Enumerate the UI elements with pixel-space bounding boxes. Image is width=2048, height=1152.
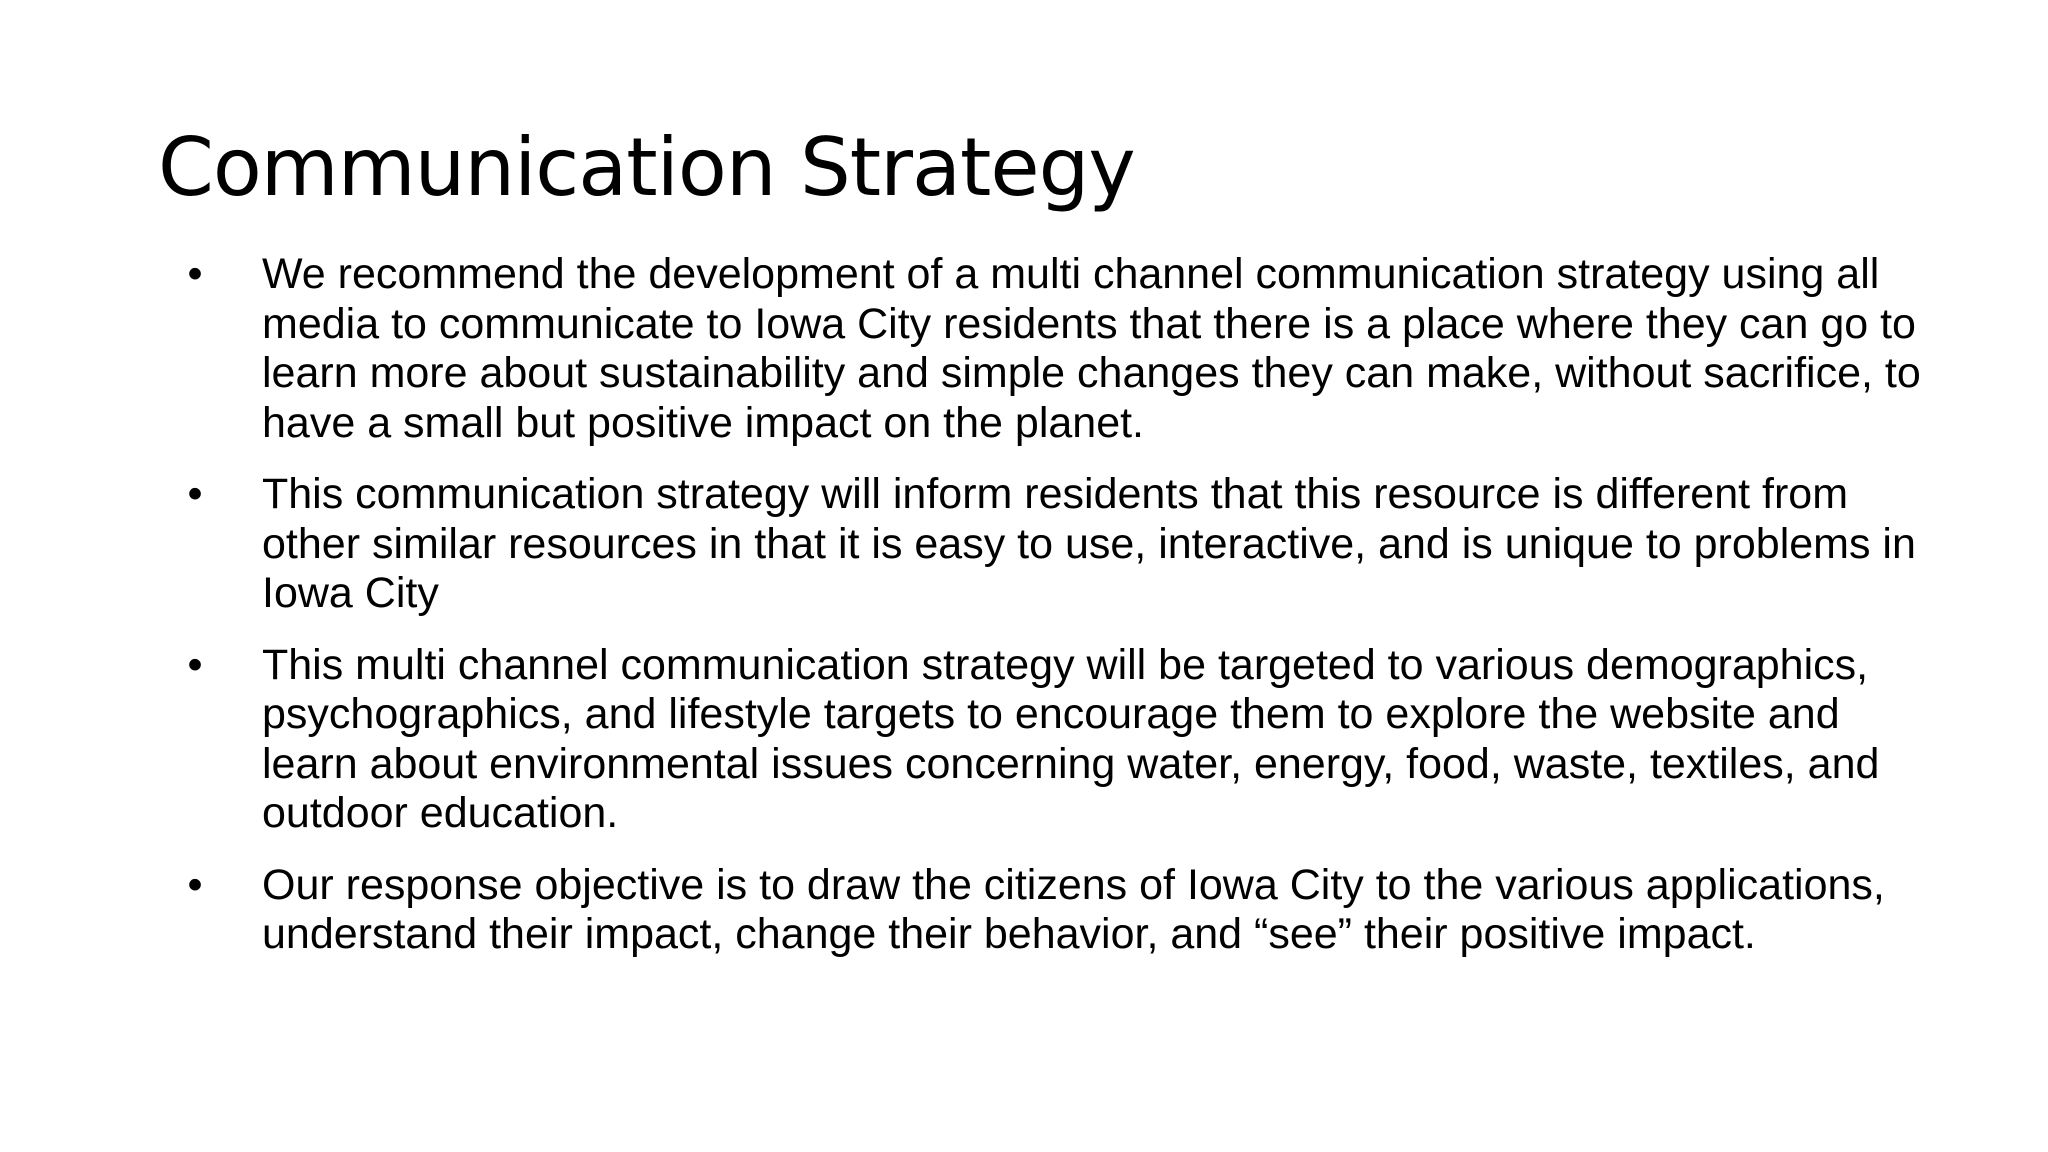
bullet-item (180, 861, 1940, 960)
bullet-item (180, 470, 1940, 619)
slide-title: Communication Strategy (158, 121, 1135, 214)
bullet-item (180, 641, 1940, 839)
bullet-marker: • (187, 470, 203, 518)
bullet-list (180, 250, 1940, 982)
bullet-text: Our response objective is to draw the citizens of Iowa City to the various applications, understand their impact, change their behavior, and “see” their positive impact. (262, 860, 1885, 958)
bullet-marker: • (187, 640, 203, 689)
bullet-text: This multi channel communication strategy will be targeted to various demographics, psychographics, and lifestyle targets to encourage them to explore the website and learn about environmental issues concerning water, energy, food, waste, textiles, and outdoor education. (262, 640, 1880, 837)
bullet-text: This communication strategy will inform residents that this resource is different from other similar resources in that it is easy to use, interactive, and is unique to problems in Iowa City (262, 470, 1916, 617)
bullet-marker: • (187, 860, 203, 909)
bullet-item (180, 250, 1940, 448)
bullet-text: We recommend the development of a multi channel communication strategy using all media to communicate to Iowa City residents that there is a place where they can go to learn more about sustainability and simple changes they can make, without sacrifice, to have a small but positive impact on the planet. (262, 250, 1921, 447)
bullet-marker: • (187, 250, 203, 298)
